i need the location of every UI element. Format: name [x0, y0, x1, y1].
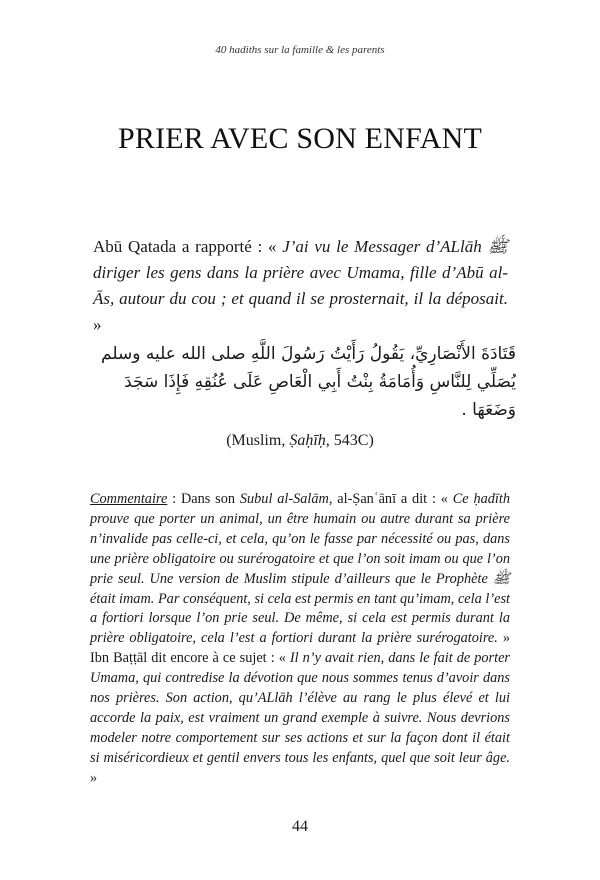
commentary-intro-book: Subul al-Salām	[239, 491, 329, 507]
commentary-quote-2: Il n’y avait rien, dans le fait de porter Umama, qui contredise la dévotion que nous sommes tenus d’avoir dans nos prières. Son action, qu’ALlāh l’élève au rang le plus élevé et lui accorde la paix, est vraiment un grand exemple à suivre. Nous devrions modeler notre comportement sur ses actions et sur la façon dont il était si miséricordieux et gentil envers tous les enfants, quel que soit leur âge.	[90, 650, 510, 766]
arabic-text: قَتَادَةَ الأَنْصَارِيِّ، يَقُولُ رَأَيْتُ رَسُولَ اللَّهِ صلى الله عليه وسلم يُصَلِّي لِلنَّاسِ وَأُمَامَةُ بِنْتُ أَبِي الْعَاصِ عَلَى عُنُقِهِ فَإِذَا سَجَدَ وَضَعَهَا .	[101, 344, 516, 420]
source-reference	[0, 432, 600, 450]
source-close: , 543C)	[325, 432, 374, 449]
commentary-second-intro: Ibn Baṭṭāl dit encore à ce sujet : «	[90, 650, 290, 667]
hadith-closing-mark: »	[93, 315, 102, 334]
commentary-intro-b: , al-Ṣanʿānī a dit : «	[328, 491, 453, 507]
commentary	[90, 490, 510, 789]
source-book: Ṣaḥīḥ	[289, 432, 326, 449]
commentary-label: Commentaire	[90, 491, 168, 507]
source-open: (Muslim,	[226, 432, 290, 449]
chapter-title: PRIER AVEC SON ENFANT	[118, 122, 482, 155]
page-number: 44	[292, 818, 308, 835]
commentary-close-1: »	[497, 630, 510, 647]
commentary-intro-a: : Dans son	[167, 491, 240, 507]
running-header: 40 hadiths sur la famille & les parents	[215, 44, 385, 56]
commentary-quote-1: Ce ḥadīth prouve que porter un animal, un être humain ou autre durant sa prière n’invalide pas celle-ci, et cela, qu’on le fasse par nécessité ou pas, dans une prière obligatoire ou surérogatoire et que l’on soit imam ou que l’on prie seul. Une version de Muslim stipule d’ailleurs que le Prophète ﷺ était imam. Par conséquent, si cela est permis en tant qu’imam, cela l’est a fortiori lorsque l’on prie seul. De même, si cela est permis durant la prière obligatoire, cela l’est a fortiori durant la prière surérogatoire.	[90, 491, 511, 647]
commentary-close-2: »	[90, 769, 98, 786]
hadith-text	[93, 234, 508, 338]
hadith-narrator: Abū Qatada a rapporté : «	[93, 237, 283, 256]
hadith-quote: J’ai vu le Messager d’ALlāh ﷺ diriger les gens dans la prière avec Umama, fille d’Abū al-Ās, autour du cou ; et quand il se prosternait, il la déposait.	[93, 237, 508, 308]
